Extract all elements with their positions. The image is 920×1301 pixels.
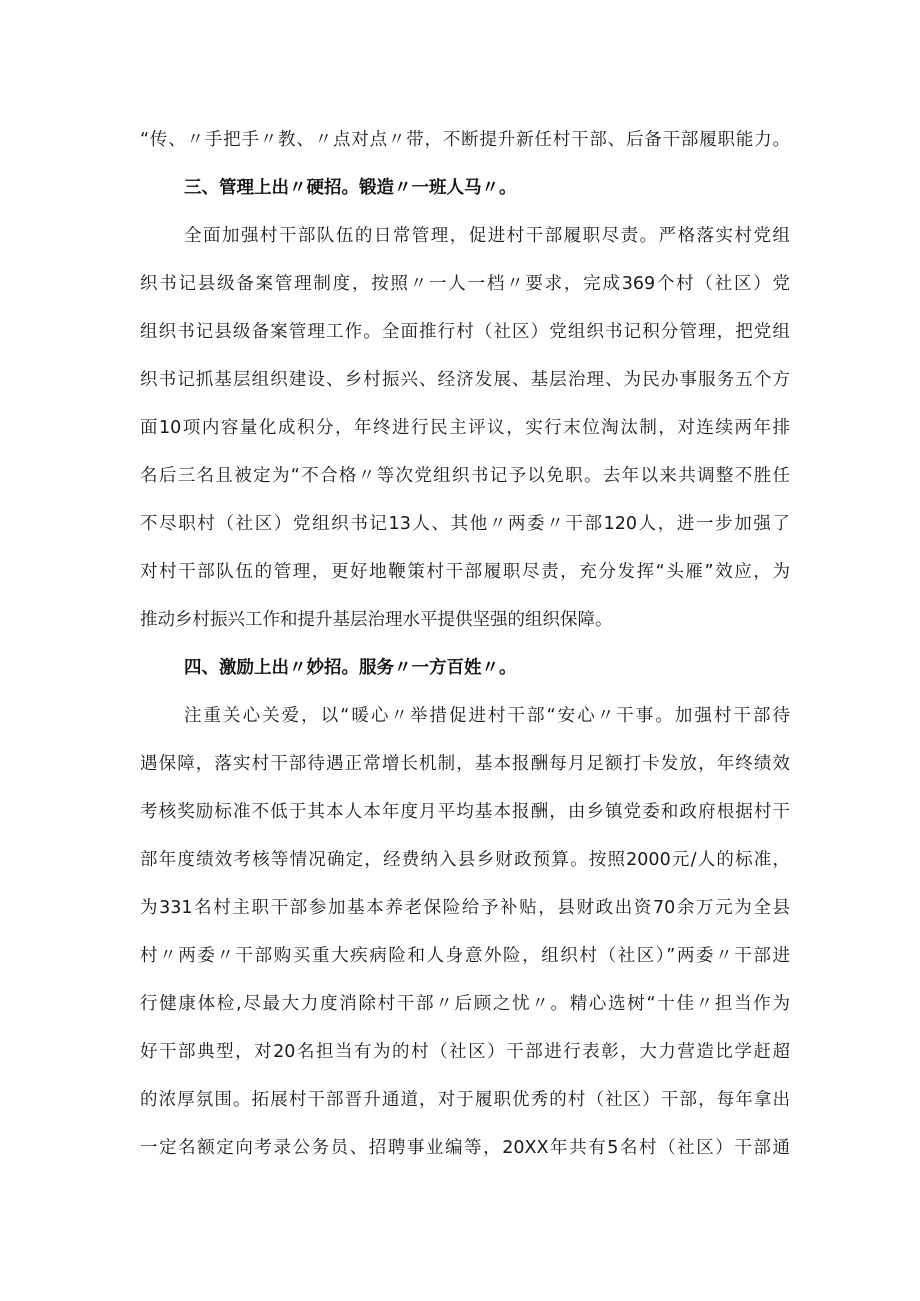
text-line: 不尽职村（社区）党组织书记13人、其他〃两委〃干部120人，进一步加强了 bbox=[140, 514, 790, 534]
text-line: 部年度绩效考核等情况确定，经费纳入县乡财政预算。按照2000元/人的标准， bbox=[140, 850, 790, 870]
text-line: 行健康体检,尽最大力度消除村干部〃后顾之忧〃。精心选树“十佳〃担当作为 bbox=[140, 994, 790, 1014]
text-line: 织书记县级备案管理制度，按照〃一人一档〃要求，完成369个村（社区）党 bbox=[140, 274, 790, 294]
text-line: 组织书记县级备案管理工作。全面推行村（社区）党组织书记积分管理，把党组 bbox=[140, 322, 790, 342]
text-line: 注重关心关爱，以“暖心〃举措促进村干部“安心〃干事。加强村干部待 bbox=[184, 706, 790, 726]
text-line: “传、〃手把手〃教、〃点对点〃带，不断提升新任村干部、后备干部履职能力。 bbox=[140, 130, 790, 150]
text-line: 对村干部队伍的管理，更好地鞭策村干部履职尽责，充分发挥“头雁”效应，为 bbox=[140, 562, 790, 582]
text-line: 一定名额定向考录公务员、招聘事业编等，20XX年共有5名村（社区）干部通 bbox=[140, 1138, 790, 1158]
text-line: 全面加强村干部队伍的日常管理，促进村干部履职尽责。严格落实村党组 bbox=[184, 226, 790, 246]
section-heading: 三、管理上出〃硬招。锻造〃一班人马〃。 bbox=[184, 178, 517, 198]
text-line: 推动乡村振兴工作和提升基层治理水平提供坚强的组织保障。 bbox=[140, 610, 613, 630]
text-line: 遇保障，落实村干部待遇正常增长机制，基本报酬每月足额打卡发放，年终绩效 bbox=[140, 754, 790, 774]
text-line: 织书记抓基层组织建设、乡村振兴、经济发展、基层治理、为民办事服务五个方 bbox=[140, 370, 790, 390]
text-line: 为331名村主职干部参加基本养老保险给予补贴，县财政出资70余万元为全县 bbox=[140, 898, 790, 918]
text-line: 考核奖励标准不低于其本人本年度月平均基本报酬，由乡镇党委和政府根据村干 bbox=[140, 802, 790, 822]
text-line: 好干部典型，对20名担当有为的村（社区）干部进行表彰，大力营造比学赶超 bbox=[140, 1042, 790, 1062]
text-line: 面10项内容量化成积分，年终进行民主评议，实行末位淘汰制，对连续两年排 bbox=[140, 418, 790, 438]
section-heading: 四、激励上出〃妙招。服务〃一方百姓〃。 bbox=[184, 658, 517, 678]
text-line: 村〃两委〃干部购买重大疾病险和人身意外险，组织村（社区）”两委〃干部进 bbox=[140, 946, 790, 966]
text-line: 名后三名且被定为“不合格〃等次党组织书记予以免职。去年以来共调整不胜任 bbox=[140, 466, 790, 486]
text-line: 的浓厚氛围。拓展村干部晋升通道，对于履职优秀的村（社区）干部，每年拿出 bbox=[140, 1090, 790, 1110]
